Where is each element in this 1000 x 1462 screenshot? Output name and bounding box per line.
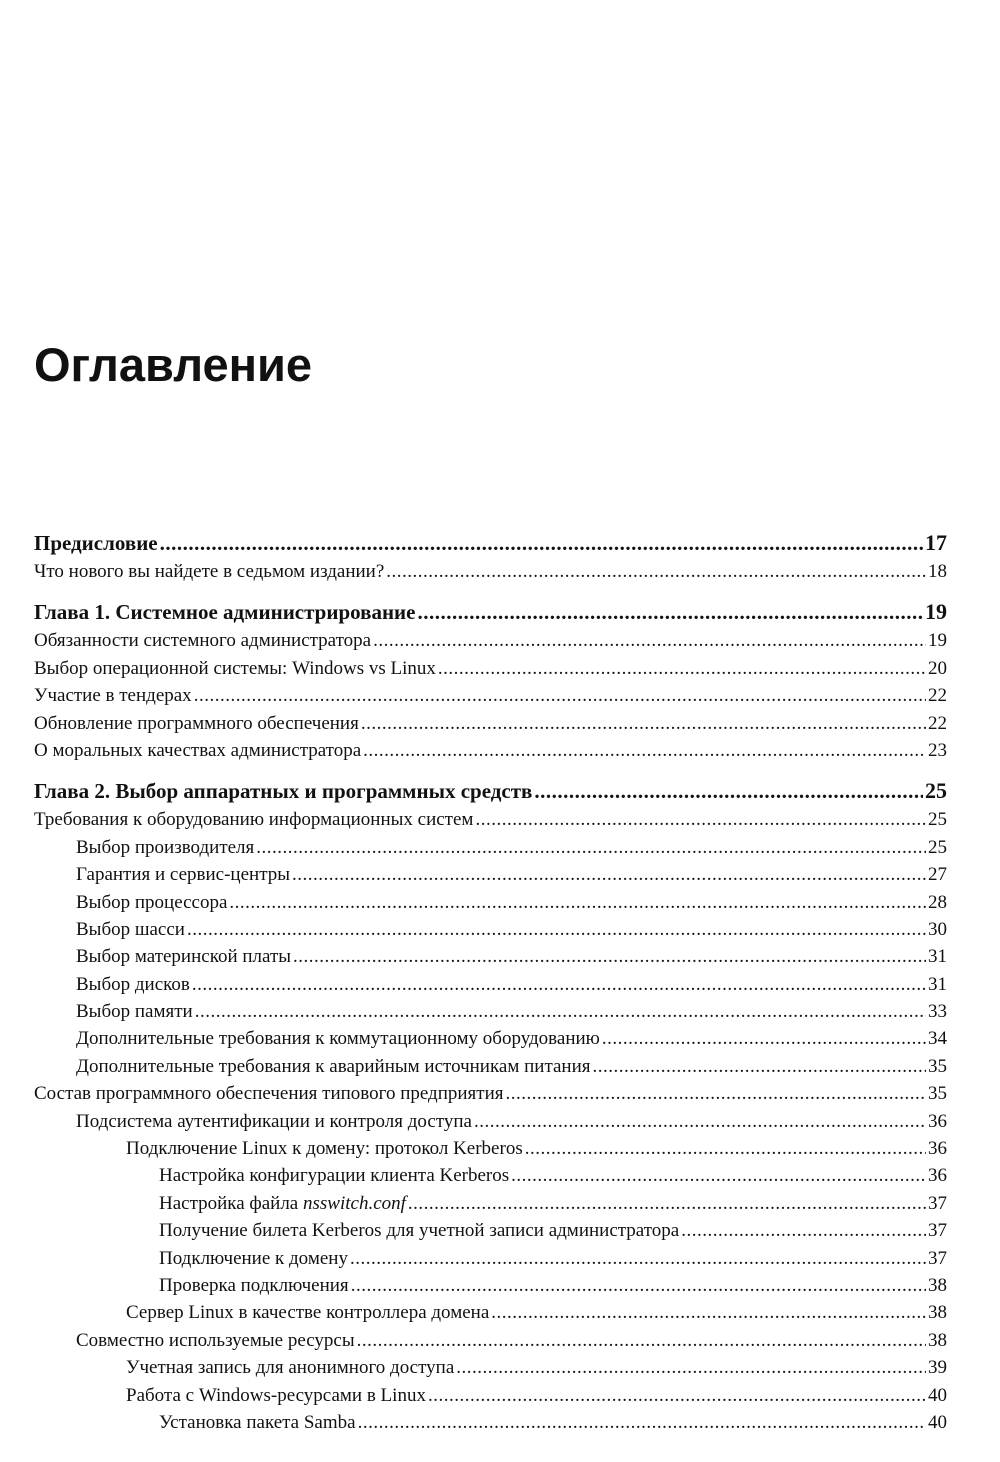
toc-entry[interactable] <box>34 1028 947 1055</box>
toc-page-number: 19 <box>925 599 947 625</box>
toc-dot-leader <box>350 1248 926 1270</box>
toc-dot-leader <box>194 685 926 707</box>
toc-entry-text: Выбор памяти <box>76 1001 193 1023</box>
toc-dot-leader <box>417 600 923 625</box>
toc-dot-leader <box>160 531 923 556</box>
table-of-contents <box>34 530 947 1439</box>
toc-entry-title <box>159 1165 509 1187</box>
toc-entry[interactable] <box>34 1248 947 1275</box>
toc-dot-leader <box>506 1083 927 1105</box>
toc-page-number: 37 <box>928 1247 947 1269</box>
toc-page-number: 37 <box>928 1220 947 1242</box>
toc-entry-title <box>34 685 192 707</box>
toc-entry-title <box>159 1193 406 1215</box>
toc-page-number: 31 <box>928 946 947 968</box>
toc-page-number: 18 <box>928 561 947 582</box>
toc-entry[interactable] <box>34 1001 947 1028</box>
page-title: Оглавление <box>34 338 313 391</box>
toc-entry-text: Предисловие <box>34 531 158 555</box>
toc-page-number: 25 <box>928 809 947 831</box>
toc-page-number: 40 <box>928 1384 947 1406</box>
toc-entry-title <box>76 946 291 968</box>
toc-page-number: 22 <box>928 685 947 707</box>
toc-page-number: 17 <box>925 530 947 555</box>
toc-dot-leader <box>358 1412 926 1434</box>
toc-dot-leader <box>292 864 926 886</box>
toc-entry-title <box>76 837 254 859</box>
toc-entry-title <box>76 1111 472 1133</box>
toc-entry-title <box>34 531 158 556</box>
toc-page-number: 39 <box>928 1357 947 1379</box>
toc-dot-leader <box>363 740 926 762</box>
toc-entry-title <box>34 809 473 831</box>
toc-entry[interactable] <box>34 713 947 740</box>
toc-entry[interactable] <box>34 864 947 891</box>
toc-entry-text: Учетная запись для анонимного доступа <box>126 1357 455 1379</box>
toc-dot-leader <box>428 1385 926 1407</box>
toc-entry-text: Дополнительные требования к коммутационному оборудованию <box>76 1028 600 1050</box>
toc-page-number: 38 <box>928 1302 947 1324</box>
toc-entry-title <box>34 658 436 680</box>
toc-entry[interactable] <box>34 1302 947 1329</box>
toc-page-number: 38 <box>928 1274 947 1296</box>
toc-dot-leader <box>192 974 926 996</box>
toc-page-number: 22 <box>928 712 947 734</box>
toc-chapter-gap <box>34 767 947 778</box>
toc-dot-leader <box>361 713 926 735</box>
toc-entry-title <box>34 740 361 762</box>
toc-page-number: 27 <box>928 864 947 886</box>
toc-entry-text: Выбор дисков <box>76 973 190 995</box>
toc-dot-leader <box>386 561 926 583</box>
toc-entry-text: Проверка подключения <box>159 1274 349 1296</box>
toc-entry-text: Обязанности системного администратора <box>34 630 372 652</box>
toc-chapter-gap <box>34 588 947 599</box>
toc-dot-leader <box>195 1001 926 1023</box>
toc-entry-title <box>126 1302 489 1324</box>
toc-entry[interactable] <box>34 1385 947 1412</box>
toc-entry[interactable] <box>34 1056 947 1083</box>
toc-entry-title <box>34 630 371 652</box>
toc-entry-text: Сервер Linux в качестве контроллера домена <box>126 1302 490 1324</box>
toc-entry[interactable] <box>34 837 947 864</box>
toc-entry-title <box>159 1275 349 1297</box>
toc-entry-text: Работа с Windows-ресурсами в Linux <box>126 1384 426 1406</box>
toc-dot-leader <box>187 919 926 941</box>
toc-entry-title <box>76 974 190 996</box>
toc-entry[interactable] <box>34 809 947 836</box>
toc-page-number: 28 <box>928 891 947 913</box>
toc-entry-text: Участие в тендерах <box>34 685 192 707</box>
toc-entry-text: Настройка файла <box>159 1192 303 1214</box>
toc-entry-text: О моральных качествах администратора <box>34 739 362 761</box>
toc-dot-leader <box>602 1028 926 1050</box>
toc-entry-filename: nsswitch.conf <box>303 1192 406 1214</box>
toc-page-number: 36 <box>928 1165 947 1187</box>
toc-page-number: 35 <box>928 1083 947 1105</box>
toc-page-number: 40 <box>928 1411 947 1433</box>
toc-page-number: 25 <box>925 778 947 804</box>
toc-page-number: 36 <box>928 1138 947 1160</box>
toc-entry-text: Что нового вы найдете в седьмом издании? <box>34 561 385 582</box>
toc-entry-text: Совместно используемые ресурсы <box>76 1329 355 1351</box>
toc-page-number: 37 <box>928 1192 947 1214</box>
toc-entry[interactable] <box>34 974 947 1001</box>
toc-dot-leader <box>475 809 926 831</box>
toc-entry-text: Настройка конфигурации клиента Kerberos <box>159 1165 510 1187</box>
toc-entry-text: Глава 2. Выбор аппаратных и программных средств <box>34 779 533 804</box>
toc-chapter-entry[interactable] <box>34 599 947 630</box>
toc-entry-title <box>126 1357 454 1379</box>
toc-dot-leader <box>357 1330 926 1352</box>
toc-dot-leader <box>525 1138 926 1160</box>
toc-entry-title <box>76 1056 591 1078</box>
toc-entry[interactable] <box>34 1275 947 1302</box>
toc-entry-title <box>34 600 415 625</box>
toc-entry-text: Выбор материнской платы <box>76 946 292 968</box>
toc-entry[interactable] <box>34 1220 947 1247</box>
toc-entry[interactable] <box>34 1412 947 1439</box>
toc-entry-text: Требования к оборудованию информационных систем <box>34 809 474 831</box>
toc-dot-leader <box>293 946 926 968</box>
toc-page-number: 36 <box>928 1110 947 1132</box>
toc-entry[interactable] <box>34 1193 947 1220</box>
toc-entry-title <box>76 1028 600 1050</box>
toc-entry-title <box>76 864 290 886</box>
toc-page-number: 31 <box>928 973 947 995</box>
toc-dot-leader <box>408 1193 926 1215</box>
toc-chapter-entry[interactable] <box>34 530 947 561</box>
toc-dot-leader <box>491 1302 926 1324</box>
toc-dot-leader <box>351 1275 926 1297</box>
toc-entry-text: Обновление программного обеспечения <box>34 712 359 734</box>
toc-entry-title <box>76 919 185 941</box>
toc-dot-leader <box>511 1165 926 1187</box>
toc-entry[interactable] <box>34 658 947 685</box>
toc-entry-text: Глава 1. Системное администрирование <box>34 600 416 625</box>
toc-entry-title <box>76 1330 355 1352</box>
toc-dot-leader <box>681 1220 926 1242</box>
toc-chapter-entry[interactable] <box>34 778 947 809</box>
toc-entry-title <box>126 1138 523 1160</box>
toc-entry-title <box>76 892 227 914</box>
toc-entry-text: Выбор шасси <box>76 918 185 940</box>
toc-dot-leader <box>534 779 923 804</box>
toc-entry-text: Подключение к домену <box>159 1247 348 1269</box>
toc-page-number: 33 <box>928 1001 947 1023</box>
toc-entry-text: Состав программного обеспечения типового предприятия <box>34 1083 504 1105</box>
toc-entry[interactable] <box>34 1357 947 1384</box>
toc-entry-text: Выбор операционной системы: Windows vs Linux <box>34 657 436 679</box>
toc-entry[interactable] <box>34 1165 947 1192</box>
toc-entry-title <box>159 1220 679 1242</box>
toc-entry-text: Получение билета Kerberos для учетной записи администратора <box>159 1220 680 1242</box>
toc-page-number: 35 <box>928 1055 947 1077</box>
toc-dot-leader <box>229 892 926 914</box>
toc-entry-text: Подсистема аутентификации и контроля доступа <box>76 1110 472 1132</box>
toc-dot-leader <box>256 837 926 859</box>
toc-entry[interactable] <box>34 946 947 973</box>
toc-entry-title <box>34 561 384 583</box>
toc-page-number: 38 <box>928 1329 947 1351</box>
toc-entry[interactable] <box>34 919 947 946</box>
toc-dot-leader <box>456 1357 926 1379</box>
toc-entry[interactable] <box>34 1138 947 1165</box>
toc-page-number: 19 <box>928 630 947 652</box>
toc-entry-text: Выбор процессора <box>76 891 228 913</box>
toc-entry-title <box>159 1412 356 1434</box>
toc-dot-leader <box>373 630 926 652</box>
toc-entry-title <box>34 713 359 735</box>
toc-dot-leader <box>438 658 926 680</box>
toc-dot-leader <box>593 1056 926 1078</box>
toc-page-number: 30 <box>928 918 947 940</box>
toc-entry-title <box>76 1001 193 1023</box>
toc-entry-title <box>126 1385 426 1407</box>
toc-entry-text: Гарантия и сервис-центры <box>76 864 290 886</box>
toc-entry[interactable] <box>34 561 947 588</box>
toc-entry[interactable] <box>34 740 947 767</box>
toc-entry-title <box>159 1248 348 1270</box>
toc-entry-text: Подключение Linux к домену: протокол Kerberos <box>126 1138 523 1160</box>
toc-page-number: 23 <box>928 739 947 761</box>
toc-page-number: 25 <box>928 836 947 858</box>
toc-entry-text: Установка пакета Samba <box>159 1411 356 1433</box>
toc-entry-title <box>34 1083 504 1105</box>
toc-entry-text: Выбор производителя <box>76 836 255 858</box>
toc-dot-leader <box>474 1111 926 1133</box>
toc-entry[interactable] <box>34 630 947 657</box>
toc-entry[interactable] <box>34 685 947 712</box>
toc-entry[interactable] <box>34 1083 947 1110</box>
toc-entry[interactable] <box>34 1330 947 1357</box>
toc-entry-text: Дополнительные требования к аварийным источникам питания <box>76 1055 591 1077</box>
toc-page-number: 20 <box>928 657 947 679</box>
toc-entry[interactable] <box>34 1111 947 1138</box>
toc-entry[interactable] <box>34 892 947 919</box>
toc-entry-title <box>34 779 532 804</box>
toc-page-number: 34 <box>928 1028 947 1050</box>
